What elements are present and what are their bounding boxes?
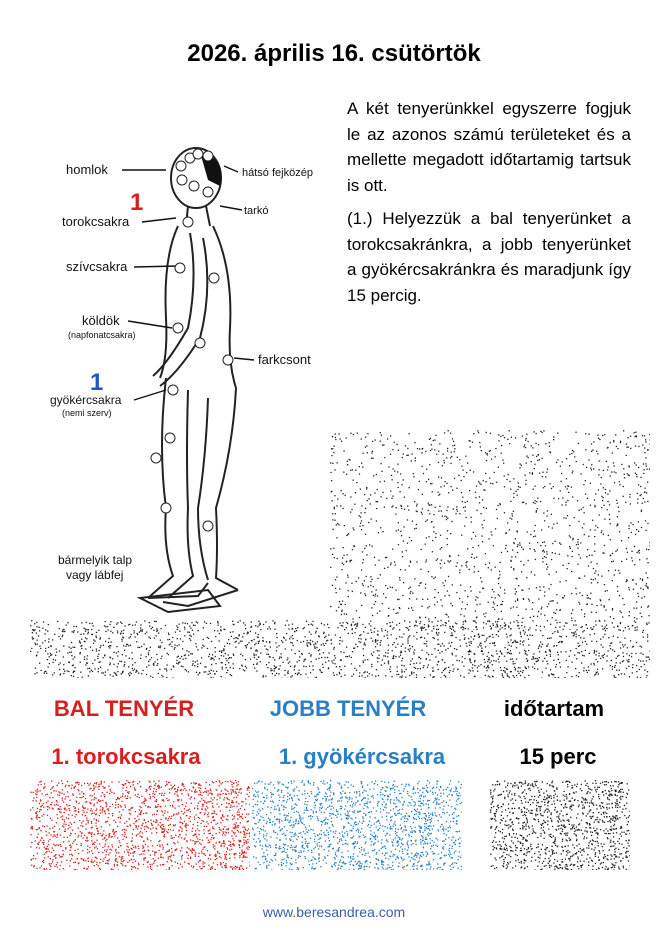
arrow-gyoker <box>134 390 166 400</box>
page-title: 2026. április 16. csütörtök <box>187 40 481 67</box>
label-napfonatcsakra: (napfonatcsakra) <box>68 330 136 340</box>
arm-outline <box>153 233 207 386</box>
inner-leg-outline <box>168 390 208 598</box>
table-header-row <box>0 696 668 730</box>
leg-outline <box>148 378 238 598</box>
human-figure-diagram <box>48 128 338 628</box>
label-talp-1: bármelyik talp <box>58 553 133 567</box>
label-torokcsakra: torokcsakra <box>62 214 130 229</box>
label-hatso-fejkozep: hátsó fejközép <box>242 167 313 179</box>
instructions-paragraph-1: A két tenyerünkkel egyszerre fogjuk le az azonos számú területeket és a mellette megadott időtartamig tartsuk is ott. <box>347 99 631 195</box>
arrow-hatso <box>224 166 238 172</box>
cell-left-position: 1. torokcsakra <box>51 744 201 769</box>
scan-noise-upper <box>330 430 650 630</box>
label-szivcsakra: szívcsakra <box>66 259 128 274</box>
table-row <box>0 744 668 778</box>
marker-red-1: 1 <box>130 189 144 216</box>
arrow-sziv <box>134 266 178 267</box>
marker-blue-1: 1 <box>90 369 104 396</box>
label-nemi-szerv: (nemi szerv) <box>62 408 112 418</box>
label-farkcsont: farkcsont <box>258 352 311 367</box>
label-homlok: homlok <box>66 162 108 177</box>
scan-noise-blue <box>252 780 462 870</box>
header-right-palm: JOBB TENYÉR <box>269 696 427 721</box>
label-talp-2: vagy lábfej <box>66 568 124 582</box>
arrow-tarko <box>220 206 242 210</box>
cell-duration: 15 perc <box>519 744 597 769</box>
header-left-palm: BAL TENYÉR <box>53 696 195 721</box>
label-koldok: köldök <box>82 313 120 328</box>
scan-noise-middle <box>30 620 650 678</box>
scan-noise-black <box>490 780 630 870</box>
body-figure-illustration <box>48 128 338 628</box>
instructions-paragraph-2: (1.) Helyezzük a bal tenyerünket a torokcsakránkra, a jobb tenyerünket a gyökércsakránkra és maradjunk így 15 percig. <box>347 209 631 305</box>
scan-noise-red <box>30 780 250 870</box>
label-gyokercsakra: gyökércsakra <box>50 393 122 407</box>
footer-website-link[interactable]: www.beresandrea.com <box>262 904 406 920</box>
header-duration: időtartam <box>503 696 605 721</box>
arrow-torok <box>142 218 176 222</box>
label-tarko: tarkó <box>244 205 269 217</box>
cell-right-position: 1. gyökércsakra <box>278 744 446 769</box>
arrow-farkcsont <box>234 358 254 360</box>
instructions-text <box>347 96 631 316</box>
